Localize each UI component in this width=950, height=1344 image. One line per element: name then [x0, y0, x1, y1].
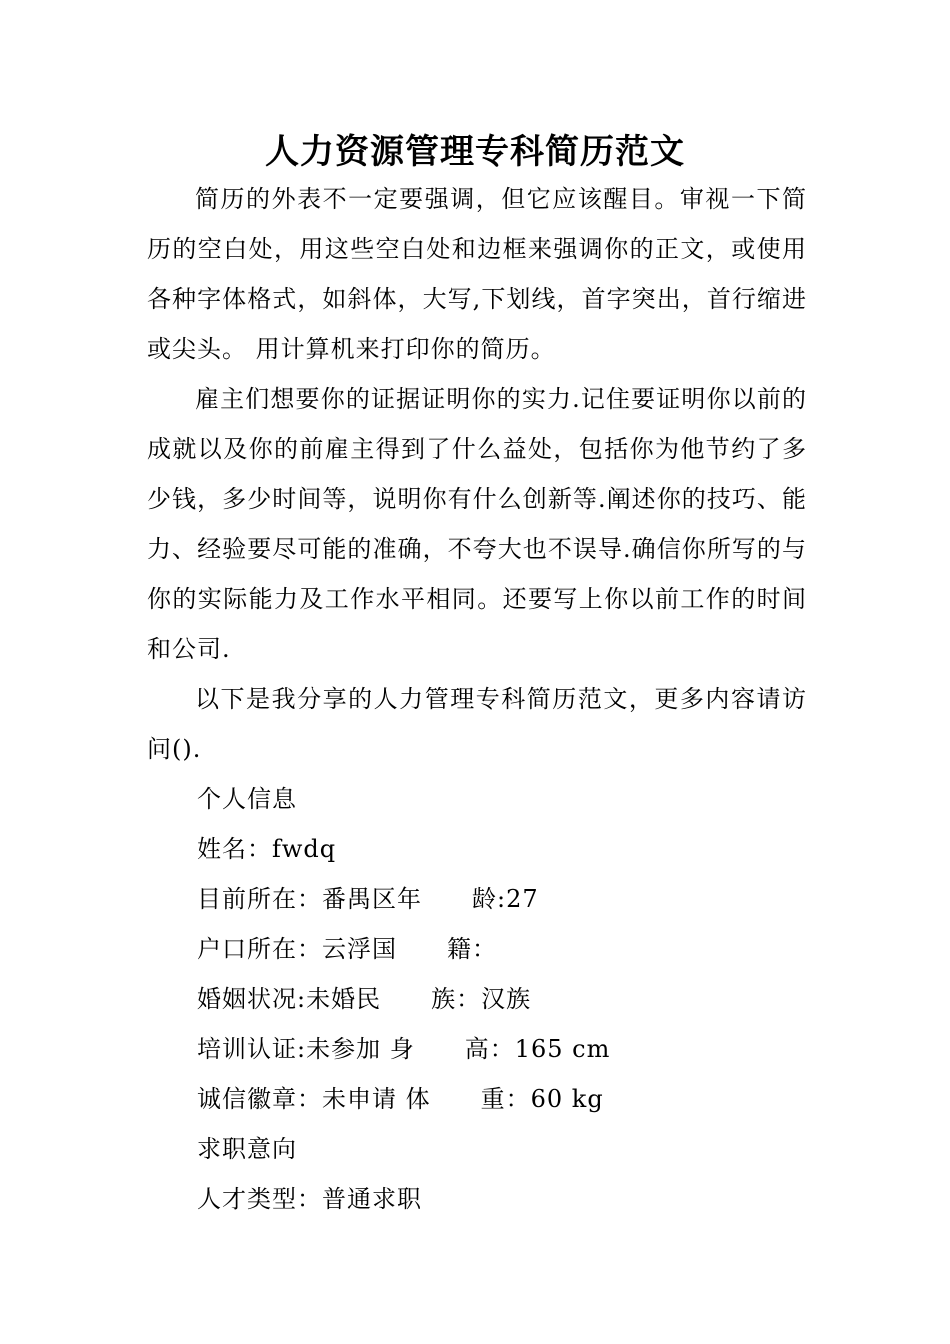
document-title: 人力资源管理专科简历范文: [265, 132, 685, 172]
info-line-name: 姓名：fwdq: [197, 835, 337, 863]
document-body: [147, 174, 807, 1224]
paragraph-resume-appearance: 简历的外表不一定要强调，但它应该醒目。审视一下简历的空白处，用这些空白处和边框来强调你的正文，或使用各种字体格式，如斜体，大写,下划线，首字突出，首行缩进或尖头。 用计算机来打印你的简历。: [147, 185, 807, 363]
info-line-training-height: 培训认证:未参加 身 高：165 cm: [197, 1035, 611, 1063]
paragraph-intro-sample: 以下是我分享的人力管理专科简历范文，更多内容请访问().: [147, 685, 807, 763]
info-line-talent-type: 人才类型：普通求职: [197, 1185, 422, 1213]
section-heading-job-intention: 求职意向: [197, 1135, 297, 1163]
section-heading-personal-info: 个人信息: [197, 785, 297, 813]
info-line-badge-weight: 诚信徽章：未申请 体 重：60 kg: [197, 1085, 604, 1113]
info-line-marital-ethnicity: 婚姻状况:未婚民 族：汉族: [197, 985, 532, 1013]
paragraph-proof-of-ability: 雇主们想要你的证据证明你的实力.记住要证明你以前的成就以及你的前雇主得到了什么益处，包括你为他节约了多少钱，多少时间等，说明你有什么创新等.阐述你的技巧、能力、经验要尽可能的准确，不夸大也不误导.确信你所写的与你的实际能力及工作水平相同。还要写上你以前工作的时间和公司.: [147, 385, 807, 663]
info-line-location-age: 目前所在：番禺区年 龄:27: [197, 885, 539, 913]
info-line-hukou-nationality: 户口所在：云浮国 籍：: [197, 935, 497, 963]
